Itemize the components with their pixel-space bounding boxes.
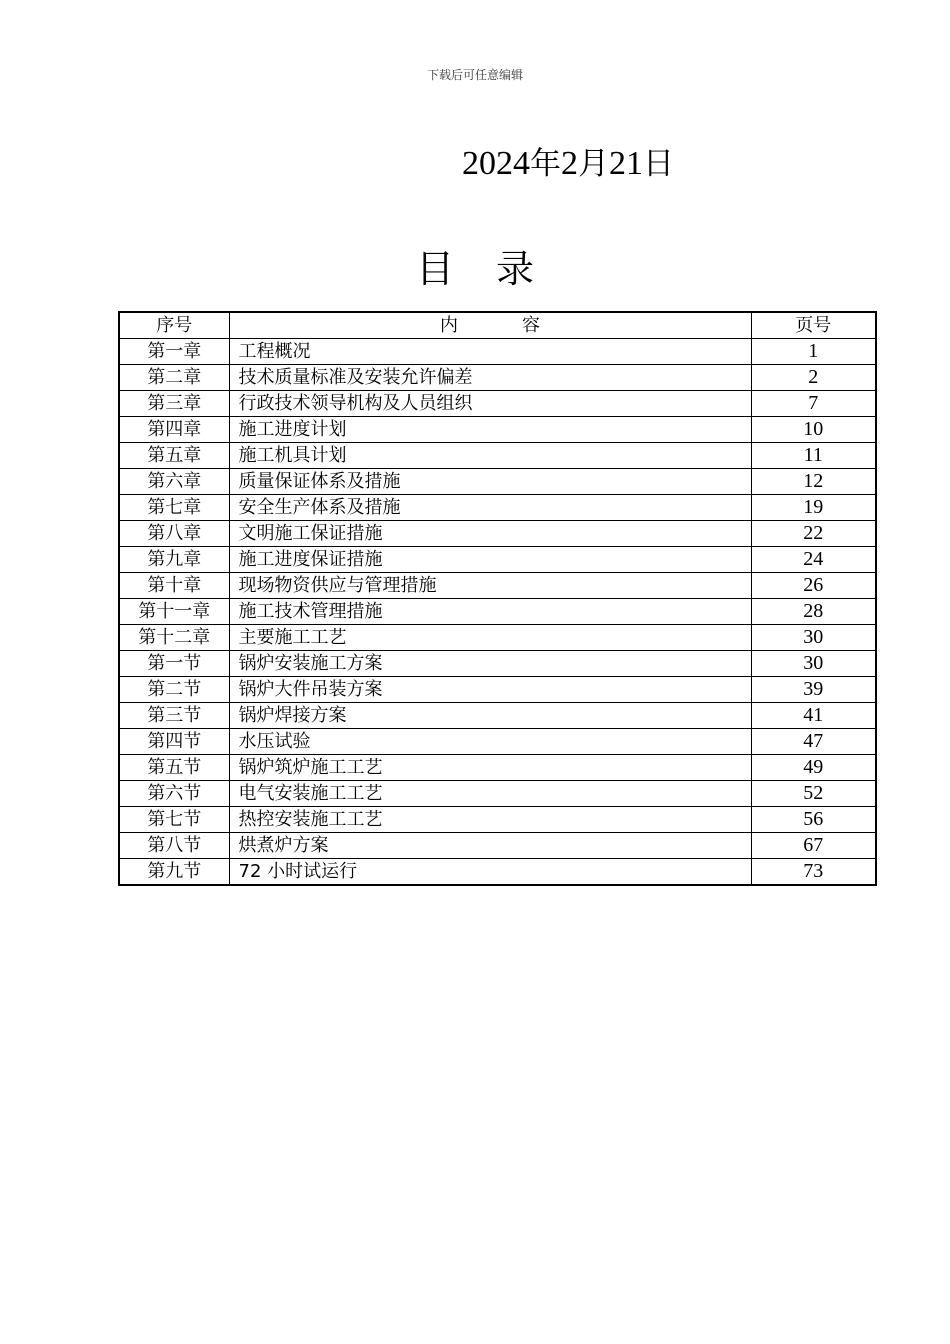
toc-title-cell: 电气安装施工工艺 — [229, 781, 751, 807]
toc-title-cell: 锅炉安装施工方案 — [229, 651, 751, 677]
toc-title-cell: 现场物资供应与管理措施 — [229, 573, 751, 599]
table-row — [119, 417, 876, 443]
toc-title-cell: 施工进度计划 — [229, 417, 751, 443]
table-row — [119, 339, 876, 365]
toc-seq-cell: 第一章 — [119, 339, 229, 365]
table-row — [119, 703, 876, 729]
toc-title-cell: 工程概况 — [229, 339, 751, 365]
toc-seq-cell: 第九节 — [119, 859, 229, 886]
table-row — [119, 833, 876, 859]
table-row — [119, 677, 876, 703]
toc-title-cell: 质量保证体系及措施 — [229, 469, 751, 495]
toc-title-cell: 施工机具计划 — [229, 443, 751, 469]
table-row — [119, 599, 876, 625]
table-row — [119, 365, 876, 391]
date-month: 2 — [561, 145, 578, 182]
toc-title-cell: 主要施工工艺 — [229, 625, 751, 651]
toc-seq-cell: 第八章 — [119, 521, 229, 547]
toc-title-cell: 安全生产体系及措施 — [229, 495, 751, 521]
toc-page-cell: 56 — [751, 807, 876, 833]
toc-page-cell: 10 — [751, 417, 876, 443]
toc-title-cell: 施工技术管理措施 — [229, 599, 751, 625]
toc-title-cell: 水压试验 — [229, 729, 751, 755]
toc-title: 目录 — [415, 247, 576, 291]
toc-page-cell: 73 — [751, 859, 876, 886]
table-row — [119, 625, 876, 651]
toc-seq-cell: 第十一章 — [119, 599, 229, 625]
toc-title-cell: 烘煮炉方案 — [229, 833, 751, 859]
table-row — [119, 651, 876, 677]
toc-page-cell: 28 — [751, 599, 876, 625]
toc-seq-cell: 第九章 — [119, 547, 229, 573]
toc-title-cell: 文明施工保证措施 — [229, 521, 751, 547]
toc-seq-cell: 第八节 — [119, 833, 229, 859]
toc-page-cell: 19 — [751, 495, 876, 521]
toc-seq-cell: 第三章 — [119, 391, 229, 417]
date-day-char: 日 — [643, 146, 674, 182]
table-row — [119, 755, 876, 781]
toc-seq-cell: 第十章 — [119, 573, 229, 599]
toc-page-cell: 30 — [751, 651, 876, 677]
toc-seq-cell: 第一节 — [119, 651, 229, 677]
toc-seq-cell: 第六章 — [119, 469, 229, 495]
toc-page-cell: 41 — [751, 703, 876, 729]
toc-seq-cell: 第二章 — [119, 365, 229, 391]
toc-title-cell: 72 小时试运行 — [229, 859, 751, 886]
table-row — [119, 495, 876, 521]
toc-body — [119, 339, 876, 886]
table-row — [119, 521, 876, 547]
table-row — [119, 729, 876, 755]
toc-table — [118, 311, 877, 886]
header-page: 页号 — [751, 312, 876, 339]
table-row — [119, 547, 876, 573]
toc-page-cell: 24 — [751, 547, 876, 573]
toc-seq-cell: 第七章 — [119, 495, 229, 521]
toc-seq-cell: 第七节 — [119, 807, 229, 833]
toc-title-cell: 技术质量标准及安装允许偏差 — [229, 365, 751, 391]
toc-title-cell: 锅炉大件吊装方案 — [229, 677, 751, 703]
toc-page-cell: 2 — [751, 365, 876, 391]
header-content: 内容 — [229, 312, 751, 339]
toc-title-cell: 锅炉筑炉施工工艺 — [229, 755, 751, 781]
toc-page-cell: 11 — [751, 443, 876, 469]
toc-title-cell: 锅炉焊接方案 — [229, 703, 751, 729]
table-row — [119, 469, 876, 495]
toc-seq-cell: 第四章 — [119, 417, 229, 443]
toc-seq-cell: 第三节 — [119, 703, 229, 729]
document-date — [462, 138, 674, 183]
date-year-char: 年 — [530, 146, 561, 182]
toc-title-cell: 热控安装施工工艺 — [229, 807, 751, 833]
date-year: 2024 — [462, 145, 530, 182]
table-row — [119, 573, 876, 599]
download-note: 下载后可任意编辑 — [426, 68, 523, 82]
toc-title-cell: 行政技术领导机构及人员组织 — [229, 391, 751, 417]
toc-page-cell: 47 — [751, 729, 876, 755]
toc-title-cell: 施工进度保证措施 — [229, 547, 751, 573]
toc-page-cell: 67 — [751, 833, 876, 859]
date-month-char: 月 — [578, 146, 609, 182]
toc-seq-cell: 第二节 — [119, 677, 229, 703]
toc-page-cell: 7 — [751, 391, 876, 417]
toc-seq-cell: 第五章 — [119, 443, 229, 469]
table-row — [119, 781, 876, 807]
table-row — [119, 859, 876, 886]
toc-page-cell: 52 — [751, 781, 876, 807]
toc-seq-cell: 第四节 — [119, 729, 229, 755]
toc-seq-cell: 第六节 — [119, 781, 229, 807]
toc-page-cell: 12 — [751, 469, 876, 495]
toc-page-cell: 26 — [751, 573, 876, 599]
table-row — [119, 391, 876, 417]
table-row — [119, 807, 876, 833]
toc-seq-cell: 第十二章 — [119, 625, 229, 651]
table-row — [119, 443, 876, 469]
toc-page-cell: 1 — [751, 339, 876, 365]
header-seq: 序号 — [119, 312, 229, 339]
date-day: 21 — [609, 145, 643, 182]
toc-page-cell: 22 — [751, 521, 876, 547]
toc-page-cell: 30 — [751, 625, 876, 651]
toc-header-row — [119, 312, 876, 339]
toc-seq-cell: 第五节 — [119, 755, 229, 781]
toc-page-cell: 39 — [751, 677, 876, 703]
toc-page-cell: 49 — [751, 755, 876, 781]
